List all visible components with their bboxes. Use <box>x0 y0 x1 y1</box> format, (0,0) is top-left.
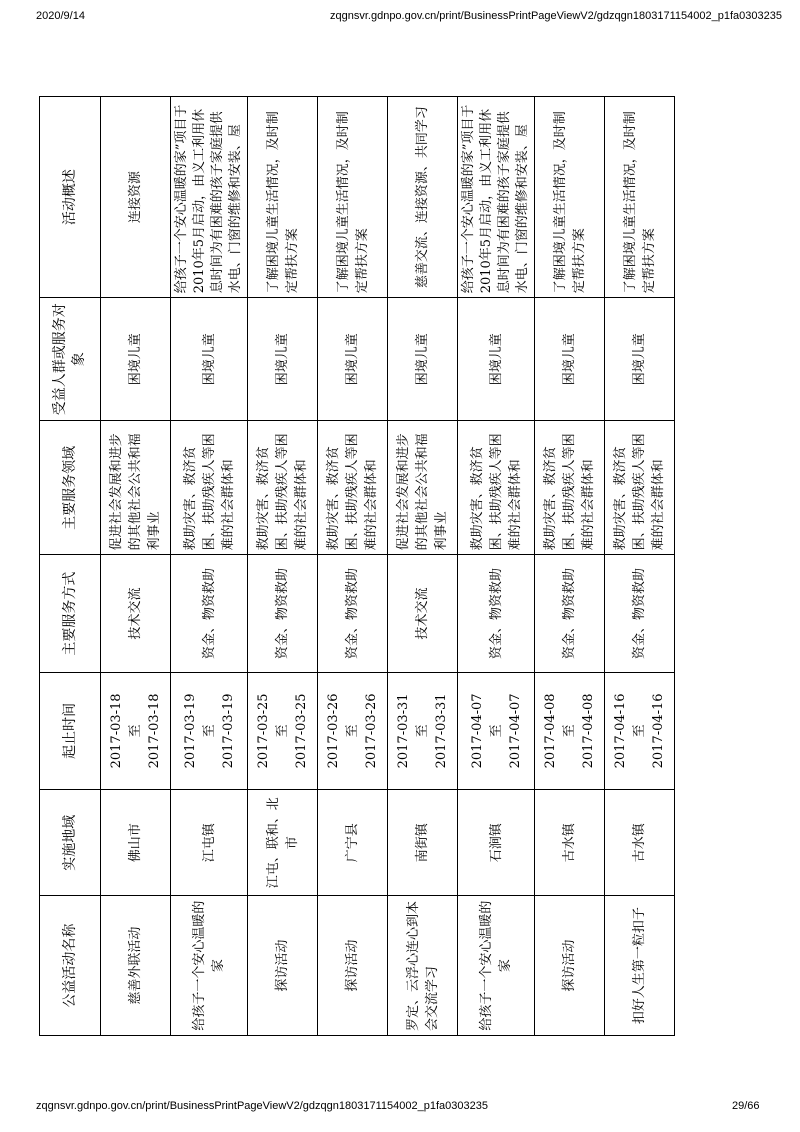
to-label: 至 <box>415 724 430 738</box>
cell-summary: 了解困境儿童生活情况，及时制定帮扶方案 <box>605 97 675 298</box>
cell-name: 给孩子一个安心温暖的家 <box>458 896 535 1036</box>
start-date: 2017-03-18 <box>109 693 124 769</box>
cell-target: 困境儿童 <box>458 298 535 421</box>
cell-period <box>388 672 458 789</box>
cell-name: 扣好人生第一粒扣子 <box>605 896 675 1036</box>
cell-field: 促进社会发展和进步的其他社会公共和福利事业 <box>101 421 171 555</box>
cell-name: 罗定、云浮心连心到本会交流学习 <box>388 896 458 1036</box>
to-label: 至 <box>632 724 647 738</box>
end-date: 2017-03-31 <box>434 693 449 769</box>
cell-region: 江屯、联和、北市 <box>248 790 318 896</box>
cell-name: 探访活动 <box>535 896 605 1036</box>
col-header-field: 主要服务领域 <box>40 421 101 555</box>
cell-region: 南街镇 <box>388 790 458 896</box>
col-header-region: 实施地域 <box>40 790 101 896</box>
cell-name: 探访活动 <box>248 896 318 1036</box>
cell-period <box>101 672 171 789</box>
cell-method: 资金、物资救助 <box>248 555 318 672</box>
to-label: 至 <box>201 724 217 738</box>
print-date: 2020/9/14 <box>36 10 85 22</box>
start-date: 2017-03-25 <box>256 693 271 769</box>
table-row <box>171 97 248 1036</box>
cell-target: 困境儿童 <box>535 298 605 421</box>
cell-target: 困境儿童 <box>318 298 388 421</box>
col-header-name: 公益活动名称 <box>40 896 101 1036</box>
cell-field: 促进社会发展和进步的其他社会公共和福利事业 <box>388 421 458 555</box>
cell-field: 救助灾害、救济贫困、扶助残疾人等困难的社会群体和 <box>318 421 388 555</box>
table-row <box>605 97 675 1036</box>
cell-period <box>318 672 388 789</box>
cell-field: 救助灾害、救济贫困、扶助残疾人等困难的社会群体和 <box>535 421 605 555</box>
table-row <box>318 97 388 1036</box>
cell-target: 困境儿童 <box>248 298 318 421</box>
cell-region: 广宁县 <box>318 790 388 896</box>
table-header-row <box>40 97 101 1036</box>
cell-target: 困境儿童 <box>101 298 171 421</box>
table-row <box>458 97 535 1036</box>
end-date: 2017-04-16 <box>651 693 666 769</box>
cell-target: 困境儿童 <box>388 298 458 421</box>
cell-name: 慈善外联活动 <box>101 896 171 1036</box>
col-header-summary: 活动概述 <box>40 97 101 298</box>
end-date: 2017-03-19 <box>220 693 236 769</box>
cell-region: 佛山市 <box>101 790 171 896</box>
end-date: 2017-03-26 <box>364 693 379 769</box>
cell-field: 救助灾害、救济贫困、扶助残疾人等困难的社会群体和 <box>605 421 675 555</box>
end-date: 2017-03-18 <box>147 693 162 769</box>
print-url-footer: zqgnsvr.gdnpo.gov.cn/print/BusinessPrintPageViewV2/gdzqgn1803171154002_p1fa0303235 <box>36 1100 488 1112</box>
start-date: 2017-04-07 <box>469 693 485 769</box>
table-row <box>248 97 318 1036</box>
to-label: 至 <box>275 724 290 738</box>
table-row <box>101 97 171 1036</box>
cell-field: 救助灾害、救济贫困、扶助残疾人等困难的社会群体和 <box>248 421 318 555</box>
cell-summary: 连接资源 <box>101 97 171 298</box>
cell-period <box>458 672 535 789</box>
cell-period <box>248 672 318 789</box>
col-header-period: 起止时间 <box>40 672 101 789</box>
cell-region: 古水镇 <box>605 790 675 896</box>
cell-method: 资金、物资救助 <box>171 555 248 672</box>
col-header-target: 受益人群或服务对象 <box>40 298 101 421</box>
cell-method: 资金、物资救助 <box>535 555 605 672</box>
to-label: 至 <box>128 724 143 738</box>
cell-summary: 给孩子一个安心温暖的家”项目于2010年5月启动，由义工利用休息时间为有困难的孩子家庭提供水电、门窗的维修和安装、屋 <box>458 97 535 298</box>
to-label: 至 <box>488 724 504 738</box>
cell-region: 江屯镇 <box>171 790 248 896</box>
end-date: 2017-04-08 <box>581 693 596 769</box>
end-date: 2017-03-25 <box>294 693 309 769</box>
cell-field: 救助灾害、救济贫困、扶助残疾人等困难的社会群体和 <box>171 421 248 555</box>
cell-method: 资金、物资救助 <box>605 555 675 672</box>
cell-region: 石涧镇 <box>458 790 535 896</box>
cell-summary: 慈善交流、连接资源、共同学习 <box>388 97 458 298</box>
cell-summary: 给孩子一个安心温暖的家”项目于2010年5月启动，由义工利用休息时间为有困难的孩子家庭提供水电、门窗的维修和安装、屋 <box>171 97 248 298</box>
activity-table <box>39 96 675 1036</box>
page-number: 29/66 <box>732 1100 760 1112</box>
cell-period <box>535 672 605 789</box>
cell-field: 救助灾害、救济贫困、扶助残疾人等困难的社会群体和 <box>458 421 535 555</box>
cell-target: 困境儿童 <box>171 298 248 421</box>
cell-method: 技术交流 <box>388 555 458 672</box>
cell-region: 古水镇 <box>535 790 605 896</box>
cell-method: 资金、物资救助 <box>458 555 535 672</box>
cell-period <box>171 672 248 789</box>
start-date: 2017-03-26 <box>326 693 341 769</box>
table-row <box>388 97 458 1036</box>
print-url-header: zqgnsvr.gdnpo.gov.cn/print/BusinessPrintPageViewV2/gdzqgn1803171154002_p1fa0303235 <box>330 10 782 22</box>
cell-summary: 了解困境儿童生活情况，及时制定帮扶方案 <box>535 97 605 298</box>
start-date: 2017-03-19 <box>182 693 198 769</box>
cell-name: 给孩子一个安心温暖的家 <box>171 896 248 1036</box>
start-date: 2017-04-16 <box>613 693 628 769</box>
end-date: 2017-04-07 <box>507 693 523 769</box>
cell-summary: 了解困境儿童生活情况，及时制定帮扶方案 <box>318 97 388 298</box>
to-label: 至 <box>345 724 360 738</box>
cell-summary: 了解困境儿童生活情况，及时制定帮扶方案 <box>248 97 318 298</box>
table-row <box>535 97 605 1036</box>
cell-target: 困境儿童 <box>605 298 675 421</box>
start-date: 2017-03-31 <box>396 693 411 769</box>
start-date: 2017-04-08 <box>543 693 558 769</box>
activity-table-rotated <box>39 96 666 1036</box>
cell-period <box>605 672 675 789</box>
to-label: 至 <box>562 724 577 738</box>
col-header-method: 主要服务方式 <box>40 555 101 672</box>
cell-method: 技术交流 <box>101 555 171 672</box>
cell-name: 探访活动 <box>318 896 388 1036</box>
cell-method: 资金、物资救助 <box>318 555 388 672</box>
